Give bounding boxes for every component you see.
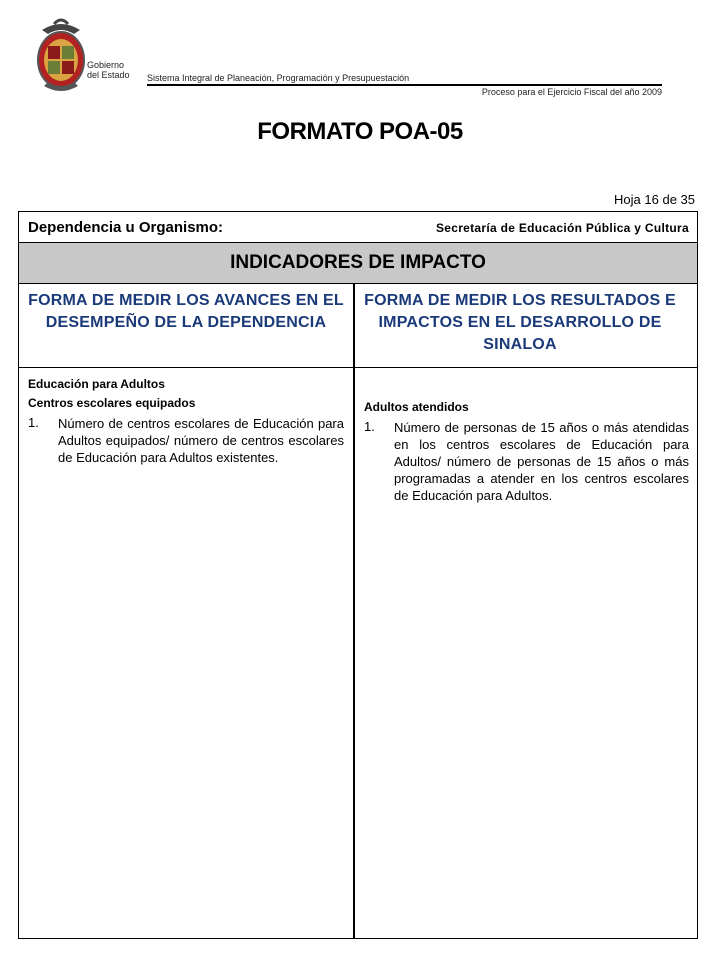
program-name: Educación para Adultos xyxy=(28,377,165,391)
document-title: FORMATO POA-05 xyxy=(257,118,463,145)
del-estado-text: del Estado xyxy=(87,70,130,80)
system-name: Sistema Integral de Planeación, Programación y Presupuestación xyxy=(147,73,410,83)
column-headers-row xyxy=(19,284,697,368)
item-text: Número de centros escolares de Educación para Adultos equipados/ número de centros escolares de Educación para Adultos existentes. xyxy=(58,416,344,465)
section-title: INDICADORES DE IMPACTO xyxy=(19,243,697,284)
gobierno-text: Gobierno xyxy=(87,60,125,70)
right-column-body xyxy=(364,400,689,504)
state-seal-icon xyxy=(34,16,88,96)
dependency-label: Dependencia u Organismo: xyxy=(28,219,224,236)
item-text: Número de personas de 15 años o más atendidas en los centros escolares de Educación para Adultos/ número de personas de 15 años o más programadas a atender en los centros escolares de Educación para Adultos. xyxy=(394,420,689,503)
form-table xyxy=(18,211,698,939)
government-label xyxy=(87,60,130,80)
header-rule xyxy=(147,84,662,86)
fiscal-process-label: Proceso para el Ejercicio Fiscal del año 2009 xyxy=(481,87,662,97)
left-column-header: FORMA DE MEDIR LOS AVANCES EN EL DESEMPEÑO DE LA DEPENDENCIA xyxy=(28,292,344,331)
item-number: 1. xyxy=(364,419,375,434)
dependency-value: Secretaría de Educación Pública y Cultura xyxy=(435,221,689,235)
page-counter: Hoja 16 de 35 xyxy=(614,192,695,207)
right-column-header: FORMA DE MEDIR LOS RESULTADOS E IMPACTOS EN EL DESARROLLO DE SINALOA xyxy=(364,292,676,353)
right-indicator-heading: Adultos atendidos xyxy=(364,400,469,414)
list-item xyxy=(28,415,344,466)
list-item xyxy=(364,419,689,504)
column-divider xyxy=(353,284,355,938)
item-number: 1. xyxy=(28,415,39,430)
dependency-row xyxy=(19,212,697,243)
left-indicator-heading: Centros escolares equipados xyxy=(28,396,196,410)
left-column-body xyxy=(28,377,344,466)
